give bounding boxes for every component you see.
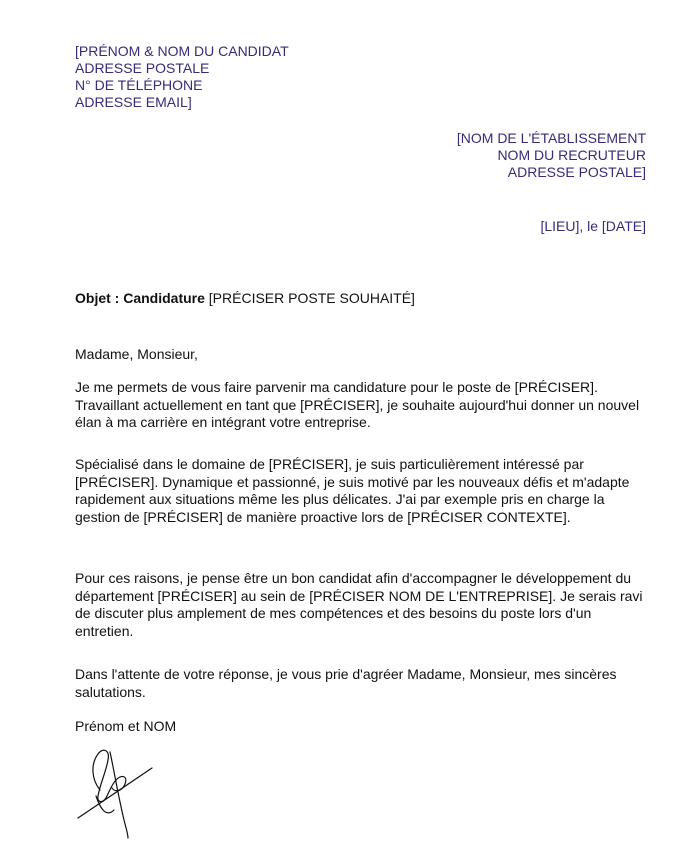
salutation: Madame, Monsieur, bbox=[75, 346, 198, 362]
place-date: [LIEU], le [DATE] bbox=[540, 218, 646, 234]
recipient-block bbox=[457, 130, 646, 181]
recipient-establishment-line: [NOM DE L'ÉTABLISSEMENT bbox=[456, 130, 646, 146]
subject-line bbox=[75, 290, 415, 306]
recipient-address-line: ADRESSE POSTALE] bbox=[507, 164, 646, 180]
subject-label: Objet : Candidature bbox=[75, 290, 205, 306]
sender-name-line: [PRÉNOM & NOM DU CANDIDAT bbox=[75, 43, 289, 59]
paragraph-1: Je me permets de vous faire parvenir ma candidature pour le poste de [PRÉCISER]. Travaillant actuellement en tant que [PRÉCISER], je souhaite aujourd'hui donner un nouvel élan à ma carrière en intégrant votre entreprise. bbox=[75, 379, 640, 430]
sender-address-line: ADRESSE POSTALE bbox=[75, 60, 210, 76]
signature-scribble bbox=[70, 740, 170, 845]
paragraph-2: Spécialisé dans le domaine de [PRÉCISER], je suis particulièrement intéressé par [PRÉCISER]. Dynamique et passionné, je suis motivé par les nouveaux défis et m'adapte rapidement aux situations même les plus délicates. J'ai par exemple pris en charge la gestion de [PRÉCISER] de manière proactive lors de [PRÉCISER CONTEXTE]. bbox=[75, 456, 630, 525]
paragraph-4: Dans l'attente de votre réponse, je vous prie d'agréer Madame, Monsieur, mes sincères salutations. bbox=[75, 666, 617, 700]
signature-image bbox=[70, 740, 170, 848]
sender-email-line: ADRESSE EMAIL] bbox=[75, 94, 192, 110]
paragraph-3: Pour ces raisons, je pense être un bon candidat afin d'accompagner le développement du département [PRÉCISER] au sein de [PRÉCISER NOM DE L'ENTREPRISE]. Je serais ravi de discuter plus amplement de mes compétences et des besoins du poste lors d'un entretien. bbox=[75, 570, 643, 639]
subject-value: [PRÉCISER POSTE SOUHAITÉ] bbox=[204, 290, 415, 306]
sender-block bbox=[75, 43, 289, 111]
sender-phone-line: N° DE TÉLÉPHONE bbox=[75, 77, 203, 93]
closing-name: Prénom et NOM bbox=[75, 718, 177, 734]
recipient-recruiter-line: NOM DU RECRUTEUR bbox=[497, 147, 646, 163]
